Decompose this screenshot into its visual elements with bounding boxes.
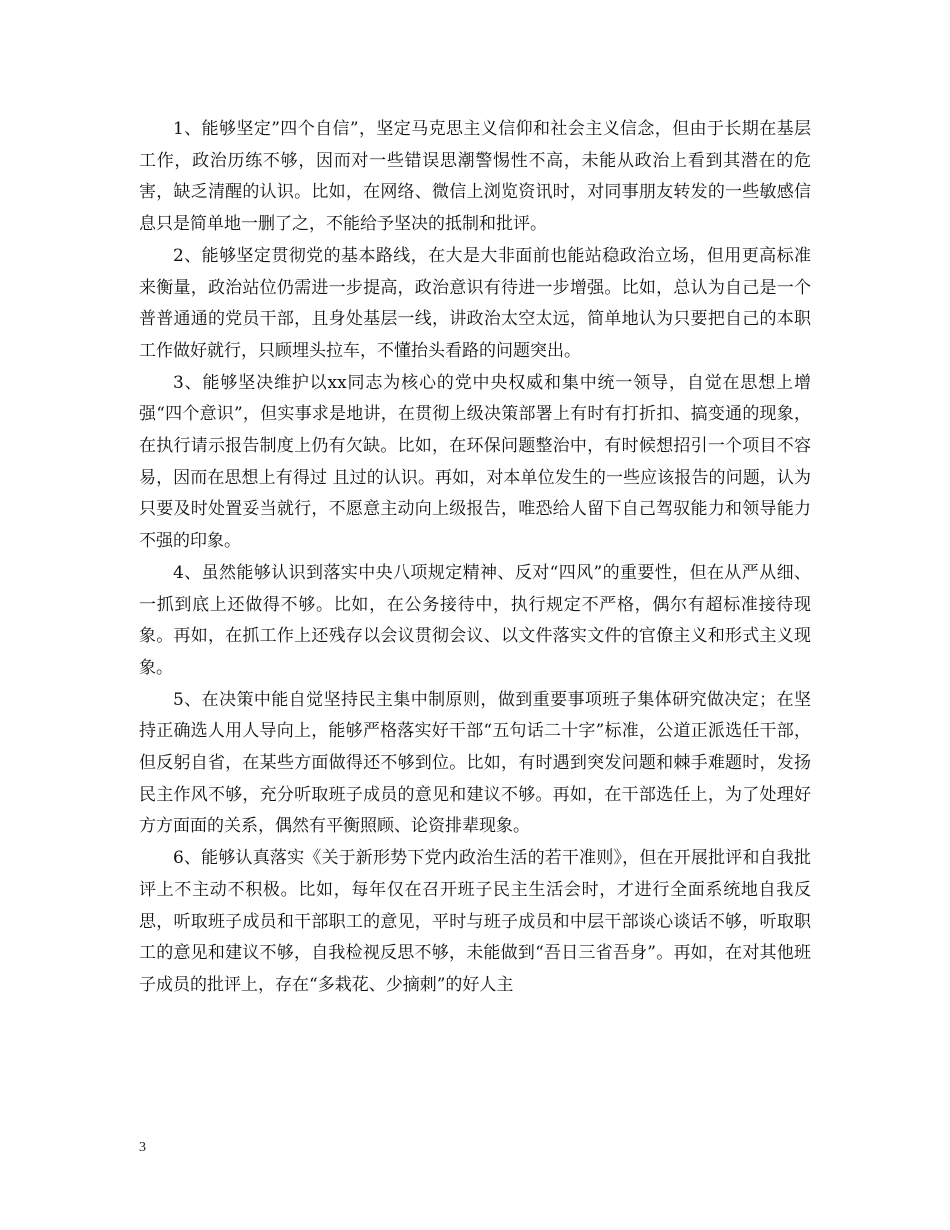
paragraph-2: 2、能够坚定贯彻党的基本路线，在大是大非面前也能站稳政治立场，但用更高标准来衡量，政治站位仍需进一步提高，政治意识有待进一步增强。比如，总认为自己是一个普普通通的党员干部，且身处基层一线，讲政治太空太远，简单地认为只要把自己的本职工作做好就行，只顾埋头拉车，不懂抬头看路的问题突出。 — [139, 245, 811, 361]
page-number: 3 — [139, 1140, 146, 1155]
document-body — [139, 114, 811, 1002]
paragraph-5: 5、在决策中能自觉坚持民主集中制原则，做到重要事项班子集体研究做决定；在坚持正确选人用人导向上，能够严格落实好干部“五句话二十字”标准，公道正派选任干部，但反躬自省，在某些方面做得还不够到位。比如，有时遇到突发问题和棘手难题时，发扬民主作风不够，充分听取班子成员的意见和建议不够。再如，在干部选任上，为了处理好方方面面的关系，偶然有平衡照顾、论资排辈现象。 — [139, 689, 811, 837]
paragraph-1: 1、能够坚定”四个自信”，坚定马克思主义信仰和社会主义信念，但由于长期在基层工作，政治历练不够，因而对一些错误思潮警惕性不高，未能从政治上看到其潜在的危害，缺乏清醒的认识。比如，在网络、微信上浏览资讯时，对同事朋友转发的一些敏感信息只是简单地一删了之，不能给予坚决的抵制和批评。 — [139, 119, 811, 235]
paragraph-6: 6、能够认真落实《关于新形势下党内政治生活的若干准则》，但在开展批评和自我批评上不主动不积极。比如，每年仅在召开班子民主生活会时，才进行全面系统地自我反思，听取班子成员和干部职工的意见，平时与班子成员和中层干部谈心谈话不够，听取职工的意见和建议不够，自我检视反思不够，未能做到“吾日三省吾身”。再如，在对其他班子成员的批评上，存在“多栽花、少摘刺”的好人主 — [139, 848, 811, 995]
paragraph-3: 3、能够坚决维护以xx同志为核心的党中央权威和集中统一领导，自觉在思想上增强“四个意识”，但实事求是地讲，在贯彻上级决策部署上有时有打折扣、搞变通的现象，在执行请示报告制度上仍有欠缺。比如，在环保问题整治中，有时候想招引一个项目不容易，因而在思想上有得过 且过的认识。再如，对本单位发生的一些应该报告的问题，认为只要及时处置妥当就行，不愿意主动向上级报告，唯恐给人留下自己驾驭能力和领导能力不强的印象。 — [139, 372, 811, 552]
paragraph-4: 4、虽然能够认识到落实中央八项规定精神、反对“四风”的重要性，但在从严从细、一抓到底上还做得不够。比如，在公务接待中，执行规定不严格，偶尔有超标准接待现象。再如，在抓工作上还残存以会议贯彻会议、以文件落实文件的官僚主义和形式主义现象。 — [139, 562, 811, 678]
